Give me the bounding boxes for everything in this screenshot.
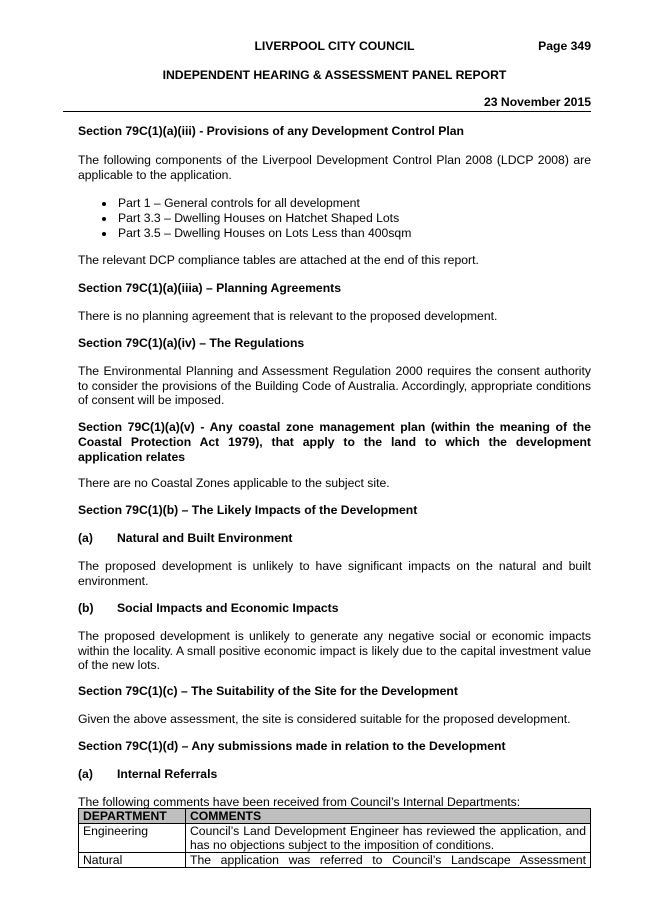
section-heading: Section 79C(1)(d) – Any submissions made in relation to the Development xyxy=(78,739,506,753)
subsection-heading: (b) Social Impacts and Economic Impacts xyxy=(78,601,339,615)
paragraph: The Environmental Planning and Assessment Regulation 2000 requires the consent authority to consider the provisions of the Building Code of Australia. Accordingly, appropriate conditions of consent will be imposed. xyxy=(78,364,591,407)
paragraph: The following components of the Liverpool Development Control Plan 2008 (LDCP 2008) are applicable to the application. xyxy=(78,153,591,182)
header-divider xyxy=(63,111,591,112)
list-item: • Part 3.5 – Dwelling Houses on Lots Less than 400sqm xyxy=(116,226,591,241)
table-cell: The application was referred to Council’s Landscape Assessment xyxy=(186,853,591,868)
page-number: Page 349 xyxy=(538,39,591,53)
table-cell: Engineering xyxy=(79,824,186,853)
subsection-heading: (a) Internal Referrals xyxy=(78,767,218,781)
list-item: • Part 1 – General controls for all development xyxy=(116,196,591,211)
table-cell: Council’s Land Development Engineer has reviewed the application, and has no objections subject to the imposition of conditions. xyxy=(186,824,591,853)
table-cell: Natural xyxy=(79,853,186,868)
page-header xyxy=(78,39,591,55)
report-title: INDEPENDENT HEARING & ASSESSMENT PANEL REPORT xyxy=(162,68,507,82)
section-heading: Section 79C(1)(a)(iii) - Provisions of any Development Control Plan xyxy=(78,124,464,138)
document-page xyxy=(78,0,591,109)
column-header: COMMENTS xyxy=(186,809,591,824)
table-row xyxy=(79,853,591,868)
table-row xyxy=(79,824,591,853)
section-heading: Section 79C(1)(a)(v) - Any coastal zone management plan (within the meaning of the Coastal Protection Act 1979), that apply to the land to which the development application relates xyxy=(78,420,591,464)
subsection-heading: (a) Natural and Built Environment xyxy=(78,531,293,545)
section-heading: Section 79C(1)(b) – The Likely Impacts of the Development xyxy=(78,503,418,517)
paragraph: The proposed development is unlikely to generate any negative social or economic impacts within the locality. A small positive economic impact is likely due to the capital investment value of the new lots. xyxy=(78,629,591,672)
council-name: LIVERPOOL CITY COUNCIL xyxy=(254,39,415,53)
paragraph: There are no Coastal Zones applicable to the subject site. xyxy=(78,476,390,490)
paragraph: There is no planning agreement that is relevant to the proposed development. xyxy=(78,309,498,323)
table-header-row xyxy=(79,809,591,824)
section-heading: Section 79C(1)(a)(iiia) – Planning Agreements xyxy=(78,281,341,295)
section-heading: Section 79C(1)(c) – The Suitability of the Site for the Development xyxy=(78,684,458,698)
dcp-parts-list xyxy=(78,196,591,241)
column-header: DEPARTMENT xyxy=(79,809,186,824)
paragraph: Given the above assessment, the site is considered suitable for the proposed development. xyxy=(78,712,571,726)
paragraph: The proposed development is unlikely to have significant impacts on the natural and built environment. xyxy=(78,559,591,588)
list-item: • Part 3.3 – Dwelling Houses on Hatchet Shaped Lots xyxy=(116,211,591,226)
referrals-table xyxy=(78,808,591,868)
report-date: 23 November 2015 xyxy=(483,95,591,109)
paragraph: The following comments have been received from Council’s Internal Departments: xyxy=(78,795,521,809)
paragraph: The relevant DCP compliance tables are attached at the end of this report. xyxy=(78,253,479,267)
section-heading: Section 79C(1)(a)(iv) – The Regulations xyxy=(78,336,305,350)
section-dcp xyxy=(78,124,591,139)
